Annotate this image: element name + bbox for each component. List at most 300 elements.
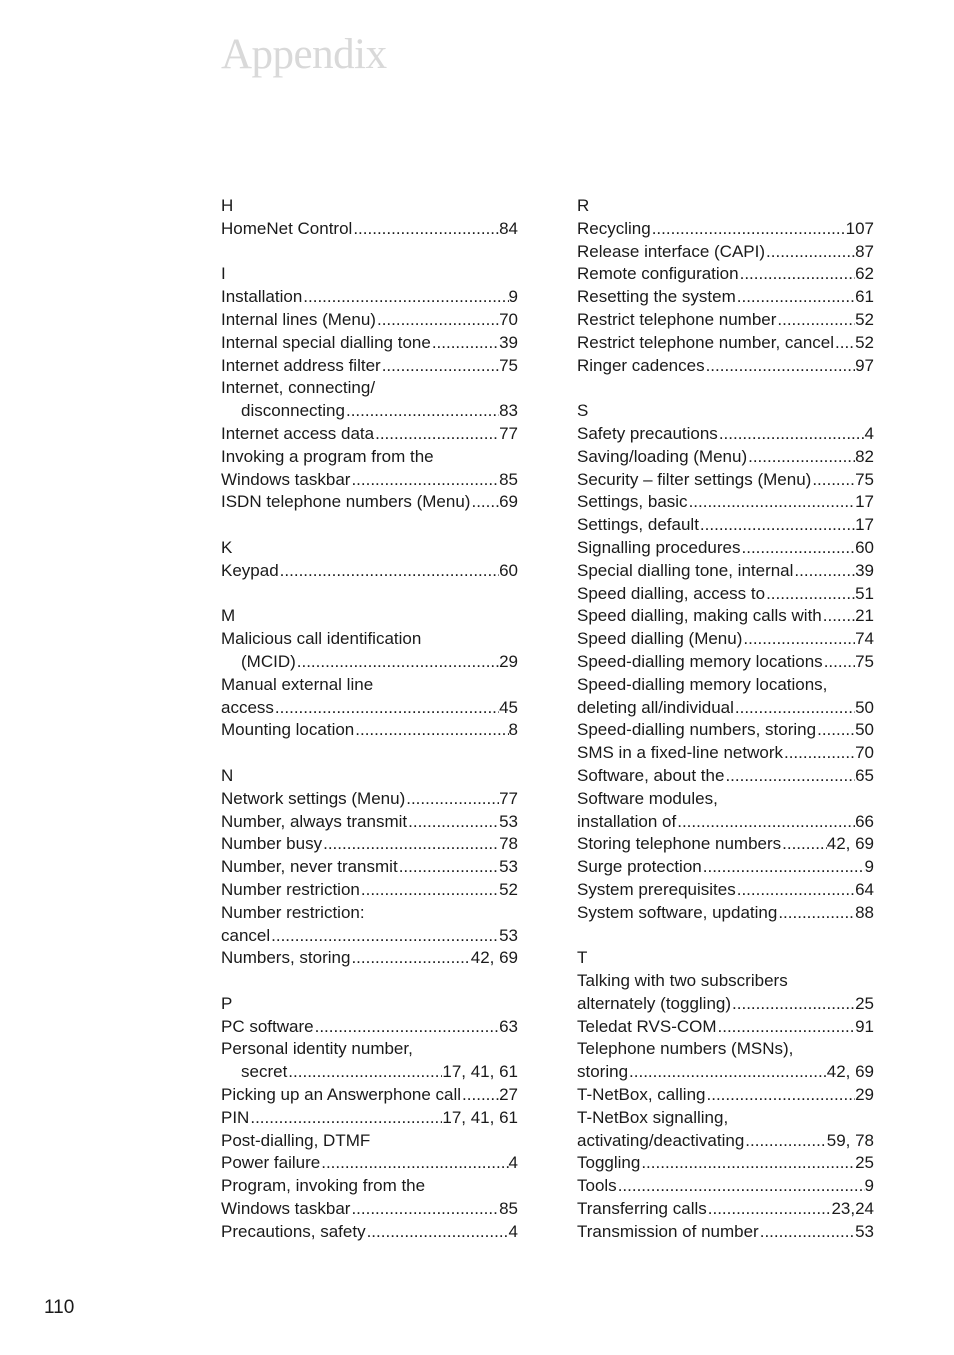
index-entry (221, 1038, 518, 1061)
entry-page-ref: 8 (508, 720, 518, 740)
index-entry (577, 628, 874, 651)
dot-leader (717, 1016, 856, 1039)
index-entry (577, 674, 874, 697)
index-entry (577, 833, 874, 856)
index-entry (221, 560, 518, 583)
entry-text: Power failure (221, 1153, 321, 1173)
entry-text: access (221, 697, 274, 717)
index-column-right (577, 195, 874, 1266)
index-entry (577, 263, 874, 286)
dot-leader (431, 332, 499, 355)
entry-page-ref: 70 (499, 309, 518, 329)
dot-leader (350, 1198, 499, 1221)
entry-page-ref: 75 (499, 355, 518, 375)
entry-page-ref: 84 (499, 218, 518, 238)
dot-leader (354, 719, 508, 742)
entry-text: Surge protection (577, 857, 702, 877)
entry-text: Number restriction: (221, 902, 365, 922)
index-section (221, 605, 518, 742)
dot-leader (381, 355, 499, 378)
index-entry (221, 651, 518, 674)
dot-leader (777, 902, 855, 925)
entry-text: Ringer cadences (577, 355, 705, 375)
index-entry (221, 218, 518, 241)
index-entry (221, 1221, 518, 1244)
dot-leader (734, 697, 855, 720)
entry-text: (MCID) (241, 651, 296, 671)
section-letter: T (577, 948, 588, 968)
entry-text: Internal lines (Menu) (221, 309, 376, 329)
dot-leader (314, 1016, 499, 1039)
entry-page-ref: 21 (855, 606, 874, 626)
index-entry (577, 1130, 874, 1153)
dot-leader (765, 583, 855, 606)
index-entry (221, 674, 518, 697)
index-entry (577, 1198, 874, 1221)
index-entry (221, 377, 518, 400)
index-section (577, 400, 874, 924)
entry-text: Personal identity number, (221, 1039, 413, 1059)
entry-text: Speed dialling (Menu) (577, 629, 743, 649)
entry-page-ref: 52 (855, 332, 874, 352)
index-entry (577, 469, 874, 492)
entry-page-ref: 17, 41, 61 (442, 1107, 518, 1127)
dot-leader (811, 469, 855, 492)
dot-leader (759, 1221, 855, 1244)
index-entry (577, 537, 874, 560)
index-entry (577, 446, 874, 469)
entry-text: disconnecting (241, 401, 345, 421)
index-entry (577, 241, 874, 264)
index-entry (577, 742, 874, 765)
dot-leader (736, 879, 855, 902)
entry-page-ref: 53 (499, 925, 518, 945)
entry-text: Transmission of number (577, 1221, 759, 1241)
dot-leader (345, 400, 499, 423)
index-section (221, 765, 518, 970)
entry-page-ref: 50 (855, 720, 874, 740)
dot-leader (702, 856, 865, 879)
entry-page-ref: 25 (855, 993, 874, 1013)
entry-text: Software, about the (577, 765, 725, 785)
entry-text: Windows taskbar (221, 1199, 351, 1219)
index-column-left (221, 195, 518, 1266)
dot-leader (705, 355, 856, 378)
entry-text: storing (577, 1062, 629, 1082)
index-entry (221, 1130, 518, 1153)
dot-leader (676, 811, 855, 834)
dot-leader (834, 332, 855, 355)
entry-page-ref: 69 (499, 492, 518, 512)
index-entry (221, 400, 518, 423)
dot-leader (688, 491, 856, 514)
dot-leader (279, 560, 499, 583)
entry-text: Manual external line (221, 674, 374, 694)
entry-page-ref: 70 (855, 743, 874, 763)
index-entry (221, 1061, 518, 1084)
entry-text: installation of (577, 811, 677, 831)
entry-page-ref: 97 (855, 355, 874, 375)
entry-page-ref: 50 (855, 697, 874, 717)
index-entry (577, 514, 874, 537)
index-entry (577, 697, 874, 720)
entry-text: Settings, basic (577, 492, 688, 512)
index-entry (221, 947, 518, 970)
index-entry (577, 560, 874, 583)
entry-text: Speed dialling, access to (577, 583, 766, 603)
index-entry (577, 651, 874, 674)
entry-text: Transferring calls (577, 1199, 707, 1219)
entry-text: Number, never transmit (221, 857, 398, 877)
entry-text: Safety precautions (577, 423, 718, 443)
entry-page-ref: 25 (855, 1153, 874, 1173)
entry-page-ref: 87 (855, 241, 874, 261)
index-entry (577, 286, 874, 309)
entry-page-ref: 29 (499, 651, 518, 671)
dot-leader (249, 1107, 442, 1130)
index-entry (577, 1175, 874, 1198)
entry-page-ref: 77 (499, 788, 518, 808)
index-entry (221, 856, 518, 879)
section-letter: I (221, 264, 226, 284)
dot-leader (707, 1198, 832, 1221)
entry-text: Security – filter settings (Menu) (577, 469, 812, 489)
index-entry (221, 446, 518, 469)
entry-page-ref: 77 (499, 423, 518, 443)
entry-text: PC software (221, 1016, 314, 1036)
index-entry (221, 309, 518, 332)
index-entry (577, 1016, 874, 1039)
entry-text: System software, updating (577, 902, 778, 922)
index-entry (577, 583, 874, 606)
index-entry (577, 856, 874, 879)
dot-leader (736, 286, 855, 309)
entry-text: PIN (221, 1107, 250, 1127)
dot-leader (822, 605, 855, 628)
entry-text: Tools (577, 1176, 617, 1196)
index-section (577, 195, 874, 377)
dot-leader (823, 651, 855, 674)
entry-text: SMS in a fixed-line network (577, 743, 783, 763)
dot-leader (320, 1152, 508, 1175)
entry-page-ref: 52 (855, 309, 874, 329)
index-section (221, 537, 518, 583)
entry-text: Keypad (221, 560, 279, 580)
index-entry (221, 811, 518, 834)
index-entry (577, 1221, 874, 1244)
entry-page-ref: 75 (855, 469, 874, 489)
index-entry (577, 1061, 874, 1084)
entry-text: T-NetBox signalling, (577, 1107, 729, 1127)
dot-leader (776, 309, 855, 332)
entry-page-ref: 9 (864, 1176, 874, 1196)
entry-text: Saving/loading (Menu) (577, 446, 748, 466)
entry-text: Speed-dialling memory locations, (577, 674, 828, 694)
entry-text: Picking up an Answerphone call (221, 1085, 462, 1105)
index-entry (221, 1198, 518, 1221)
entry-page-ref: 66 (855, 811, 874, 831)
index-entry (221, 469, 518, 492)
dot-leader (739, 263, 855, 286)
dot-leader (706, 1084, 856, 1107)
index-entry (577, 719, 874, 742)
dot-leader (741, 537, 856, 560)
entry-text: Remote configuration (577, 264, 739, 284)
dot-leader (628, 1061, 827, 1084)
index-section (221, 263, 518, 514)
entry-text: deleting all/individual (577, 697, 734, 717)
index-entry (577, 491, 874, 514)
entry-page-ref: 45 (499, 697, 518, 717)
entry-text: Restrict telephone number, cancel (577, 332, 835, 352)
entry-page-ref: 60 (855, 537, 874, 557)
entry-page-ref: 4 (864, 423, 874, 443)
entry-text: activating/deactivating (577, 1130, 745, 1150)
index-entry (577, 1152, 874, 1175)
entry-page-ref: 65 (855, 765, 874, 785)
entry-page-ref: 64 (855, 879, 874, 899)
entry-text: Restrict telephone number (577, 309, 777, 329)
entry-text: cancel (221, 925, 271, 945)
section-letter: H (221, 196, 234, 215)
entry-page-ref: 17 (855, 492, 874, 512)
entry-text: Teledat RVS-COM (577, 1016, 717, 1036)
entry-text: alternately (toggling) (577, 993, 732, 1013)
entry-text: Speed dialling, making calls with (577, 606, 822, 626)
index-entry (221, 1107, 518, 1130)
dot-leader (765, 241, 855, 264)
entry-text: Toggling (577, 1153, 641, 1173)
entry-page-ref: 53 (499, 857, 518, 877)
entry-page-ref: 78 (499, 834, 518, 854)
entry-text: Talking with two subscribers (577, 971, 788, 991)
entry-text: Release interface (CAPI) (577, 241, 766, 261)
entry-page-ref: 74 (855, 629, 874, 649)
entry-page-ref: 52 (499, 879, 518, 899)
dot-leader (376, 309, 499, 332)
entry-text: Network settings (Menu) (221, 788, 406, 808)
index-entry (221, 332, 518, 355)
entry-text: Number restriction (221, 879, 360, 899)
index-entry (577, 902, 874, 925)
dot-leader (816, 719, 855, 742)
entry-page-ref: 39 (499, 332, 518, 352)
dot-leader (407, 811, 499, 834)
entry-text: T-NetBox, calling (577, 1085, 706, 1105)
entry-text: Precautions, safety (221, 1221, 366, 1241)
entry-page-ref: 9 (508, 287, 518, 307)
dot-leader (747, 446, 855, 469)
index-entry (221, 1175, 518, 1198)
dot-leader (270, 925, 499, 948)
index-entry (577, 309, 874, 332)
index-entry (577, 1084, 874, 1107)
entry-text: Installation (221, 287, 303, 307)
dot-leader (352, 218, 499, 241)
entry-page-ref: 85 (499, 469, 518, 489)
section-letter: M (221, 606, 236, 626)
entry-page-ref: 88 (855, 902, 874, 922)
entry-page-ref: 42, 69 (470, 948, 518, 968)
dot-leader (461, 1084, 499, 1107)
entry-page-ref: 85 (499, 1199, 518, 1219)
entry-text: Internet address filter (221, 355, 381, 375)
index-entry (221, 719, 518, 742)
entry-page-ref: 107 (845, 218, 874, 238)
entry-text: Storing telephone numbers (577, 834, 782, 854)
entry-page-ref: 39 (855, 560, 874, 580)
dot-leader (366, 1221, 509, 1244)
entry-text: Invoking a program from the (221, 446, 434, 466)
page-title: Appendix (221, 31, 387, 78)
entry-page-ref: 62 (855, 264, 874, 284)
index-entry (221, 491, 518, 514)
entry-text: Number, always transmit (221, 811, 408, 831)
section-letter: S (577, 401, 589, 421)
entry-text: Special dialling tone, internal (577, 560, 794, 580)
entry-text: System prerequisites (577, 879, 736, 899)
entry-page-ref: 4 (508, 1221, 518, 1241)
entry-page-ref: 4 (508, 1153, 518, 1173)
index-entry (221, 286, 518, 309)
dot-leader (398, 856, 499, 879)
entry-page-ref: 83 (499, 401, 518, 421)
dot-leader (350, 947, 470, 970)
dot-leader (783, 742, 855, 765)
entry-page-ref: 23,24 (831, 1199, 874, 1219)
dot-leader (374, 423, 499, 446)
index-entry (221, 879, 518, 902)
index-entry (577, 879, 874, 902)
entry-page-ref: 17 (855, 515, 874, 535)
entry-text: Program, invoking from the (221, 1176, 426, 1196)
index-entry (221, 1016, 518, 1039)
index-entry (577, 788, 874, 811)
entry-text: Internal special dialling tone (221, 332, 431, 352)
entry-page-ref: 53 (855, 1221, 874, 1241)
entry-text: Internet, connecting/ (221, 378, 376, 398)
dot-leader (274, 697, 499, 720)
dot-leader (296, 651, 499, 674)
entry-page-ref: 42, 69 (826, 834, 874, 854)
entry-text: Speed-dialling numbers, storing (577, 720, 817, 740)
entry-page-ref: 59, 78 (826, 1130, 874, 1150)
dot-leader (781, 833, 827, 856)
dot-leader (640, 1152, 855, 1175)
dot-leader (360, 879, 499, 902)
entry-page-ref: 61 (855, 287, 874, 307)
index-entry (221, 628, 518, 651)
dot-leader (731, 993, 855, 1016)
index-entry (577, 811, 874, 834)
entry-text: secret (241, 1062, 288, 1082)
index-entry (221, 833, 518, 856)
dot-leader (651, 218, 846, 241)
entry-page-ref: 9 (864, 857, 874, 877)
index-entry (221, 925, 518, 948)
entry-page-ref: 63 (499, 1016, 518, 1036)
index-entry (577, 423, 874, 446)
entry-page-ref: 91 (855, 1016, 874, 1036)
dot-leader (405, 788, 499, 811)
entry-text: Settings, default (577, 515, 699, 535)
index-entry (577, 993, 874, 1016)
section-letter: P (221, 993, 233, 1013)
dot-leader (793, 560, 855, 583)
entry-text: Resetting the system (577, 287, 736, 307)
dot-leader (744, 1130, 826, 1153)
dot-leader (699, 514, 855, 537)
dot-leader (718, 423, 865, 446)
entry-text: Numbers, storing (221, 948, 351, 968)
entry-page-ref: 82 (855, 446, 874, 466)
index-entry (221, 1084, 518, 1107)
entry-page-ref: 42, 69 (826, 1062, 874, 1082)
index-entry (221, 788, 518, 811)
index-entry (577, 1107, 874, 1130)
entry-text: Signalling procedures (577, 537, 741, 557)
section-letter: K (221, 537, 233, 557)
dot-leader (302, 286, 508, 309)
entry-text: HomeNet Control (221, 218, 353, 238)
entry-text: Software modules, (577, 788, 718, 808)
index-entry (577, 332, 874, 355)
dot-leader (724, 765, 855, 788)
entry-page-ref: 53 (499, 811, 518, 831)
entry-text: Telephone numbers (MSNs), (577, 1039, 794, 1059)
entry-text: Malicious call identification (221, 629, 422, 649)
index-entry (221, 423, 518, 446)
index-entry (221, 697, 518, 720)
index-entry (577, 970, 874, 993)
entry-page-ref: 51 (855, 583, 874, 603)
entry-page-ref: 60 (499, 560, 518, 580)
index-entry (577, 218, 874, 241)
entry-text: Windows taskbar (221, 469, 351, 489)
dot-leader (322, 833, 499, 856)
entry-page-ref: 75 (855, 651, 874, 671)
index-entry (221, 355, 518, 378)
index-entry (221, 902, 518, 925)
dot-leader (350, 469, 499, 492)
dot-leader (617, 1175, 865, 1198)
entry-text: ISDN telephone numbers (Menu) (221, 492, 471, 512)
index-section (221, 993, 518, 1244)
section-letter: R (577, 196, 590, 215)
index-entry (577, 355, 874, 378)
index-entry (577, 605, 874, 628)
dot-leader (287, 1061, 442, 1084)
entry-page-ref: 17, 41, 61 (442, 1062, 518, 1082)
index-entry (577, 765, 874, 788)
index-section (221, 195, 518, 241)
index-section (577, 947, 874, 1243)
entry-text: Post-dialling, DTMF (221, 1130, 371, 1150)
entry-text: Internet access data (221, 423, 375, 443)
entry-text: Mounting location (221, 720, 355, 740)
entry-text: Speed-dialling memory locations (577, 651, 823, 671)
page-number: 110 (44, 1297, 75, 1318)
entry-page-ref: 27 (499, 1085, 518, 1105)
dot-leader (470, 491, 499, 514)
dot-leader (742, 628, 855, 651)
entry-text: Recycling (577, 218, 651, 238)
entry-text: Number busy (221, 834, 323, 854)
index-entry (577, 1038, 874, 1061)
index-entry (221, 1152, 518, 1175)
entry-page-ref: 29 (855, 1085, 874, 1105)
section-letter: N (221, 765, 234, 785)
